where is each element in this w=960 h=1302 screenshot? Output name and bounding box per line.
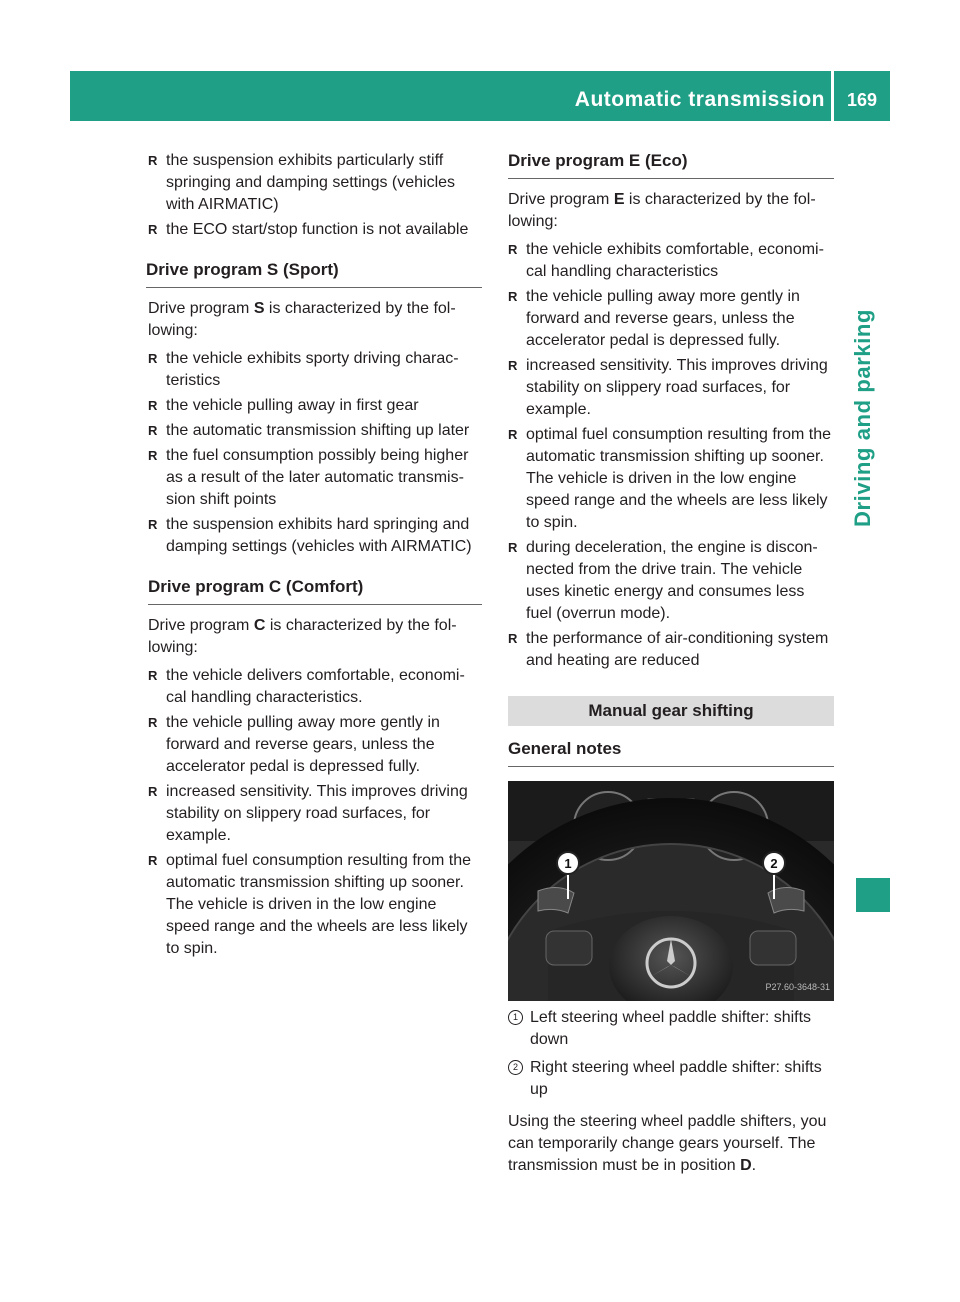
list-item: R the vehicle exhibits comfortable, economi- cal handling characteristics: [508, 241, 824, 280]
page-number: 169: [846, 90, 878, 110]
list-item: R during deceleration, the engine is discon- nected from the drive train. The vehicle uses kinetic energy and consumes less fuel (overrun mode).: [508, 539, 818, 622]
list-item: R the suspension exhibits particularly stiff springing and damping settings (vehicles with AIRMATIC): [148, 152, 456, 213]
steering-wheel-figure: [508, 781, 834, 1001]
list-item: R the vehicle exhibits sporty driving charac- teristics: [148, 350, 459, 389]
page-header-title: Automatic transmission: [574, 88, 825, 111]
comfort-intro: Drive program C is characterized by the fol- lowing:: [148, 617, 457, 656]
callout-2-label: 2: [770, 856, 778, 871]
list-item: R the vehicle delivers comfortable, economi- cal handling characteristics.: [148, 667, 465, 706]
bullet-marker: R: [148, 853, 158, 868]
bullet-marker: R: [148, 668, 158, 683]
list-item: R the vehicle pulling away more gently in forward and reverse gears, unless the accelerator pedal is depressed fully.: [508, 288, 800, 349]
list-item: R optimal fuel consumption resulting from the automatic transmission shifting up sooner. The vehicle is driven in the low engine speed range and the wheels are less likely to spin.: [148, 852, 472, 957]
section-title-manual: Manual gear shifting: [508, 696, 834, 726]
right-column: [508, 150, 834, 1183]
bullet-marker: R: [508, 289, 518, 304]
side-tab-marker: [856, 878, 890, 912]
bullet-marker: R: [508, 358, 518, 373]
list-item: R increased sensitivity. This improves driving stability on slippery road surfaces, for example.: [148, 783, 468, 844]
bullet-marker: R: [508, 427, 518, 442]
bullet-marker: R: [148, 398, 158, 413]
heading-sport: Drive program S (Sport): [146, 259, 482, 288]
list-item: R the ECO start/stop function is not available: [148, 219, 482, 241]
list-item: R the fuel consumption possibly being higher as a result of the later automatic transmis- sion shift points: [148, 447, 469, 508]
steering-wheel-illustration: [508, 781, 834, 1001]
list-item: R increased sensitivity. This improves driving stability on slippery road surfaces, for example.: [508, 357, 828, 418]
list-item: R optimal fuel consumption resulting from the automatic transmission shifting up sooner. The vehicle is driven in the low engine speed range and the wheels are less likely to spin.: [508, 426, 832, 531]
legend-item: 1 Left steering wheel paddle shifter: shifts down: [508, 1007, 834, 1051]
legend-item: 2 Right steering wheel paddle shifter: shifts up: [508, 1057, 834, 1101]
side-tab-label: Driving and parking: [850, 309, 875, 527]
heading-comfort: Drive program C (Comfort): [148, 576, 482, 605]
heading-eco: Drive program E (Eco): [508, 150, 834, 179]
bullet-marker: R: [148, 715, 158, 730]
left-column: [148, 150, 482, 963]
bullet-marker: R: [508, 631, 518, 646]
heading-general-notes: General notes: [508, 738, 834, 767]
bullet-marker: R: [148, 222, 158, 237]
bullet-marker: R: [148, 423, 158, 438]
legend-number: 1: [508, 1010, 523, 1025]
bullet-marker: R: [508, 242, 518, 257]
bullet-marker: R: [148, 517, 158, 532]
eco-intro: Drive program E is characterized by the fol- lowing:: [508, 191, 816, 230]
figure-code: P27.60-3648-31: [765, 982, 830, 992]
list-item: R the performance of air-conditioning system and heating are reduced: [508, 630, 829, 669]
bullet-marker: R: [508, 540, 518, 555]
sport-intro: Drive program S is characterized by the fol- lowing:: [148, 300, 456, 339]
callout-1-label: 1: [564, 856, 572, 871]
bullet-marker: R: [148, 351, 158, 366]
bullet-marker: R: [148, 784, 158, 799]
list-item: R the vehicle pulling away in first gear: [148, 395, 482, 417]
bullet-marker: R: [148, 153, 158, 168]
list-item: R the vehicle pulling away more gently in forward and reverse gears, unless the accelerator pedal is depressed fully.: [148, 714, 440, 775]
bullet-marker: R: [148, 448, 158, 463]
closing-paragraph: Using the steering wheel paddle shifters, you can temporarily change gears yourself. The transmission must be in position D.: [508, 1113, 827, 1174]
list-item: R the automatic transmission shifting up later: [148, 420, 482, 442]
list-item: R the suspension exhibits hard springing and damping settings (vehicles with AIRMATIC): [148, 516, 472, 555]
side-tab: [836, 200, 890, 840]
legend-number: 2: [508, 1060, 523, 1075]
